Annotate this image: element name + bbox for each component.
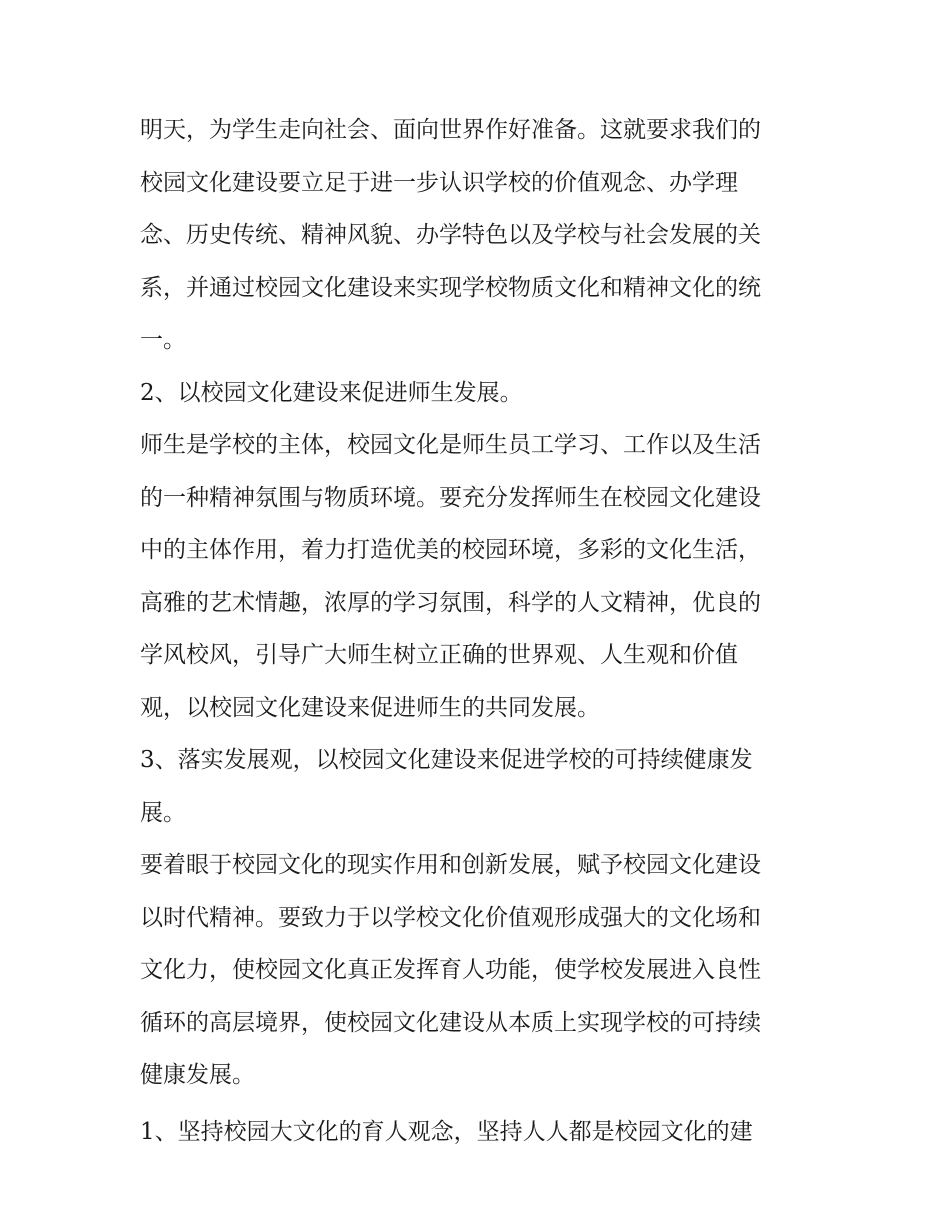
text-line: 以时代精神。要致力于以学校文化价值观形成强大的文化场和 — [140, 904, 761, 931]
text-line: 明天，为学生走向社会、面向世界作好准备。这就要求我们的 — [140, 117, 761, 143]
section-heading-2: 2、以校园文化建设来促进师生发展。 — [140, 379, 523, 406]
text-line: 展。 — [140, 799, 186, 826]
section-heading-3: 3、落实发展观，以校园文化建设来促进学校的可持续健康发 — [140, 747, 753, 773]
text-line: 校园文化建设要立足于进一步认识学校的价值观念、办学理 — [140, 169, 738, 196]
text-line: 观，以校园文化建设来促进师生的共同发展。 — [140, 694, 600, 721]
text-line: 念、历史传统、精神风貌、办学特色以及学校与社会发展的关 — [140, 222, 761, 248]
text-line: 中的主体作用，着力打造优美的校园环境，多彩的文化生活， — [140, 537, 761, 563]
text-line: 要着眼于校园文化的现实作用和创新发展，赋予校园文化建设 — [140, 852, 761, 878]
text-line: 循环的高层境界，使校园文化建设从本质上实现学校的可持续 — [140, 1009, 761, 1036]
list-item-1: 1、坚持校园大文化的育人观念，坚持人人都是校园文化的建 — [140, 1118, 753, 1145]
text-line: 高雅的艺术情趣，浓厚的学习氛围，科学的人文精神，优良的 — [140, 589, 761, 616]
text-line: 师生是学校的主体，校园文化是师生员工学习、工作以及生活 — [140, 432, 761, 458]
text-line: 一。 — [140, 327, 186, 353]
body-text — [140, 104, 820, 1158]
text-line: 学风校风，引导广大师生树立正确的世界观、人生观和价值 — [140, 642, 738, 668]
text-line: 系，并通过校园文化建设来实现学校物质文化和精神文化的统 — [140, 274, 761, 301]
text-line: 的一种精神氛围与物质环境。要充分发挥师生在校园文化建设 — [140, 484, 761, 511]
text-line: 文化力，使校园文化真正发挥育人功能，使学校发展进入良性 — [140, 957, 761, 983]
text-line: 健康发展。 — [140, 1062, 255, 1088]
